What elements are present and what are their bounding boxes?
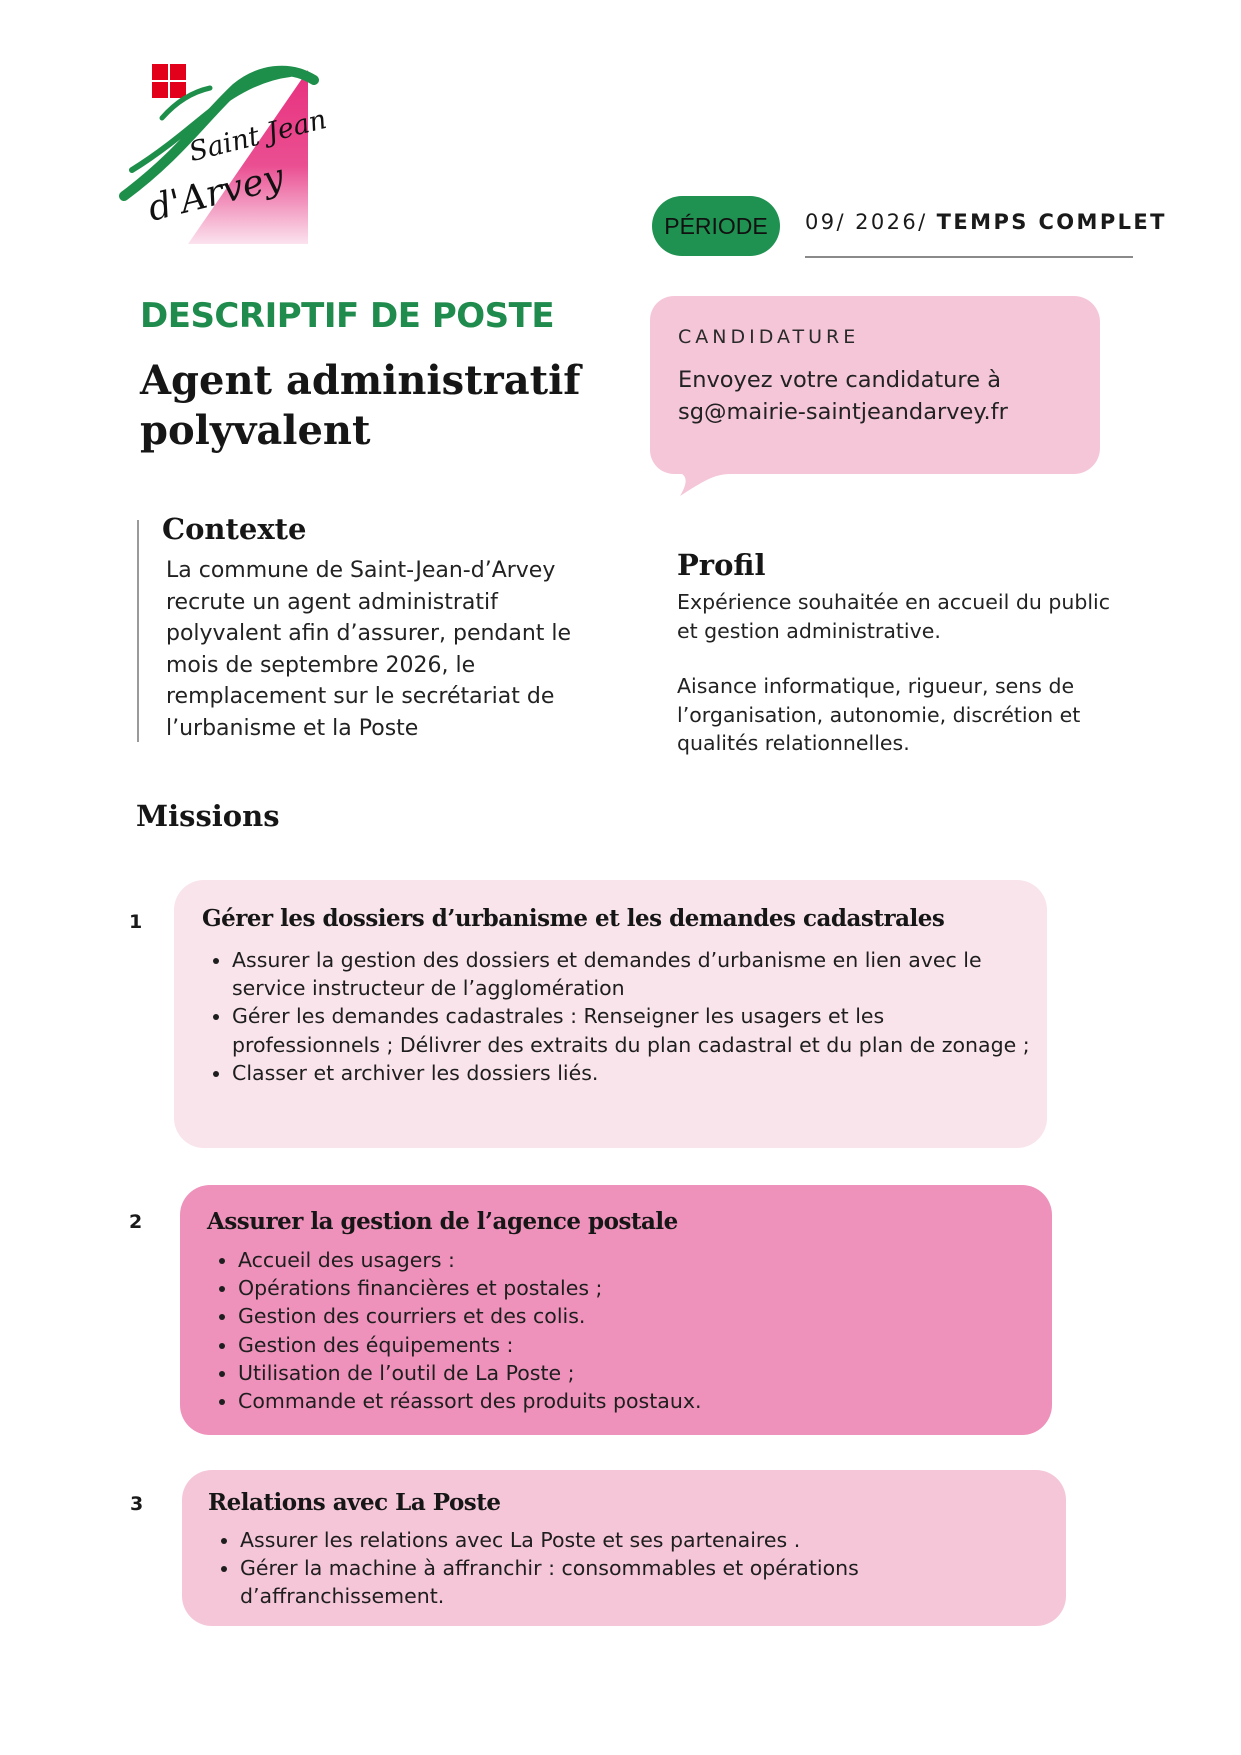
mission-title: Assurer la gestion de l’agence postale	[207, 1208, 678, 1235]
logo-text-line2: d'Arvey	[144, 156, 288, 230]
period-badge: PÉRIODE	[652, 196, 780, 256]
candidature-text: Envoyez votre candidature à sg@mairie-saintjeandarvey.fr	[678, 367, 1008, 425]
list-item: • Opérations financières et postales ;	[238, 1274, 1038, 1302]
list-item: • Gestion des équipements :	[238, 1331, 1038, 1359]
mission-bullets	[202, 1246, 1038, 1415]
list-item: • Assurer les relations avec La Poste et ses partenaires .	[240, 1526, 1060, 1554]
mission-title: Gérer les dossiers d’urbanisme et les demandes cadastrales	[202, 905, 945, 932]
commune-logo	[118, 58, 378, 258]
candidature-label: CANDIDATURE	[678, 326, 860, 348]
mission-card	[174, 880, 1047, 1148]
candidature-bubble	[650, 296, 1100, 474]
list-item: • Gestion des courriers et des colis.	[238, 1302, 1038, 1330]
list-item: • Gérer les demandes cadastrales : Renseigner les usagers et les professionnels ; Délivrer des extraits du plan cadastral et du plan de zonage ;	[232, 1002, 1032, 1058]
period-date: 09/ 2026/	[805, 210, 937, 234]
missions-heading: Missions	[136, 799, 280, 833]
mission-bullets	[204, 1526, 1060, 1611]
document-type: DESCRIPTIF DE POSTE	[140, 296, 555, 336]
list-item: • Utilisation de l’outil de La Poste ;	[238, 1359, 1038, 1387]
context-text: La commune de Saint-Jean-d’Arvey recrute un agent administratif polyvalent afin d’assurer, pendant le mois de septembre 2026, le remplacement sur le secrétariat de l’urbanisme et la Poste	[166, 558, 572, 741]
context-divider	[137, 520, 139, 742]
profile-paragraph: Expérience souhaitée en accueil du public et gestion administrative.	[677, 590, 1111, 643]
list-item: • Commande et réassort des produits postaux.	[238, 1387, 1038, 1415]
list-item: • Accueil des usagers :	[238, 1246, 1038, 1274]
period-underline	[805, 256, 1133, 258]
list-item: • Gérer la machine à affranchir : consommables et opérations d’affranchissement.	[240, 1554, 1060, 1610]
list-item: • Classer et archiver les dossiers liés.	[232, 1059, 1032, 1087]
period-type: TEMPS COMPLET	[936, 210, 1167, 234]
job-title: Agent administratif polyvalent	[140, 357, 581, 454]
mission-title: Relations avec La Poste	[208, 1489, 501, 1516]
list-item: • Assurer la gestion des dossiers et demandes d’urbanisme en lien avec le service instructeur de l’agglomération	[232, 946, 1032, 1002]
profile-paragraph: Aisance informatique, rigueur, sens de l’organisation, autonomie, discrétion et qualités relationnelles.	[677, 674, 1081, 755]
mission-number: 2	[129, 1211, 143, 1233]
mission-number: 3	[130, 1493, 144, 1515]
logo-text-line1: Saint Jean	[186, 104, 330, 169]
context-heading: Contexte	[162, 512, 307, 546]
mission-bullets	[196, 946, 1032, 1087]
mission-card	[182, 1470, 1066, 1626]
period-info	[805, 210, 1167, 234]
mission-number: 1	[129, 911, 143, 933]
profile-heading: Profil	[677, 548, 766, 582]
mission-card	[180, 1185, 1052, 1435]
